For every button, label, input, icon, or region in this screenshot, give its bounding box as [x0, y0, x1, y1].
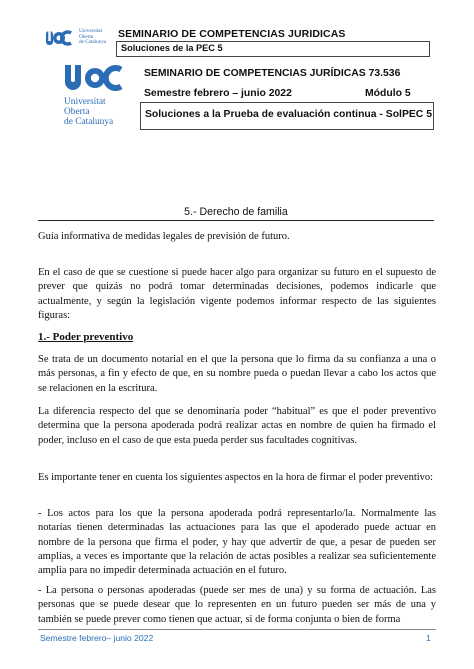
footer-text: Semestre febrero– junio 2022: [40, 633, 154, 643]
uoc-logo-small: [46, 29, 72, 49]
paragraph-4: Es importante tener en cuenta los siguientes aspectos en la hora de firmar el poder preventivo:: [38, 472, 434, 483]
paragraph-5: - Los actos para los que la persona apoderada podrá representarlo/la. Normalmente las notarías tienen determinadas las actuaciones para las que el apoderado puede actuar en nombre de la persona que firma el poder, y hay que advertir de que, a pesar de pueden ser amplias, a veces es importante que la relación de actas posibles a realizar sea suficientemente amplia para no impedir determinada actuación en el futuro.: [38, 508, 436, 577]
header-title: SEMINARIO DE COMPETENCIAS JURIDICAS: [118, 28, 346, 40]
footer-rule: [38, 629, 436, 630]
page-number: 1: [426, 633, 431, 643]
paragraph-6: - La persona o personas apoderadas (puede ser mes de una) y su forma de actuación. Las personas que se puede desear que lo representen en un futuro pueden ser más de una y también se puede prever como tienen que actuar, si de forma conjunta o bien de forma: [38, 585, 436, 625]
solutions-box: [140, 102, 434, 130]
uoc-logo-large-text: Universitat Oberta de Catalunya: [64, 97, 114, 127]
uoc-logo-small-text: Universitat Oberta de Catalunya: [79, 28, 107, 46]
section-title: 5.- Derecho de familia: [184, 206, 288, 218]
course-title: SEMINARIO DE COMPETENCIAS JURÍDICAS 73.536: [144, 68, 401, 79]
section-rule: [38, 220, 434, 221]
uoc-logo-large: [64, 62, 122, 95]
paragraph-1: En el caso de que se cuestione si puede hacer algo para organizar su futuro en el supuesto de prever que quizás no podrá tomar determinadas decisiones, podemos indicarle que actualmente, y según la legislación vigente podemos informar respecto de las siguientes figuras:: [38, 267, 436, 321]
solutions-title: Soluciones a la Prueba de evaluación continua - SolPEC 5: [145, 109, 432, 120]
paragraph-3: La diferencia respecto del que se denominaría poder “habitual” es que el poder preventivo determina que la persona apoderada podrá realizar actas en nombre de quien ha firmado el poder, incluso en el caso de que esta pueda perder sus facultades cognitivas.: [38, 406, 436, 446]
semester-label: Semestre febrero – junio 2022: [144, 88, 292, 99]
intro-paragraph: Guía informativa de medidas legales de previsión de futuro.: [38, 231, 290, 242]
module-label: Módulo 5: [365, 88, 411, 99]
header-subtitle: Soluciones de la PEC 5: [121, 43, 223, 53]
paragraph-2: Se trata de un documento notarial en el que la persona que lo firma da su confianza a una o más personas, a fin y efecto de que, en su nombre pueda o puedan llevar a cabo los actos que se relacionen en la escritura.: [38, 354, 436, 394]
header-subtitle-box: [116, 41, 430, 57]
subsection-title: 1.- Poder preventivo: [38, 331, 134, 343]
